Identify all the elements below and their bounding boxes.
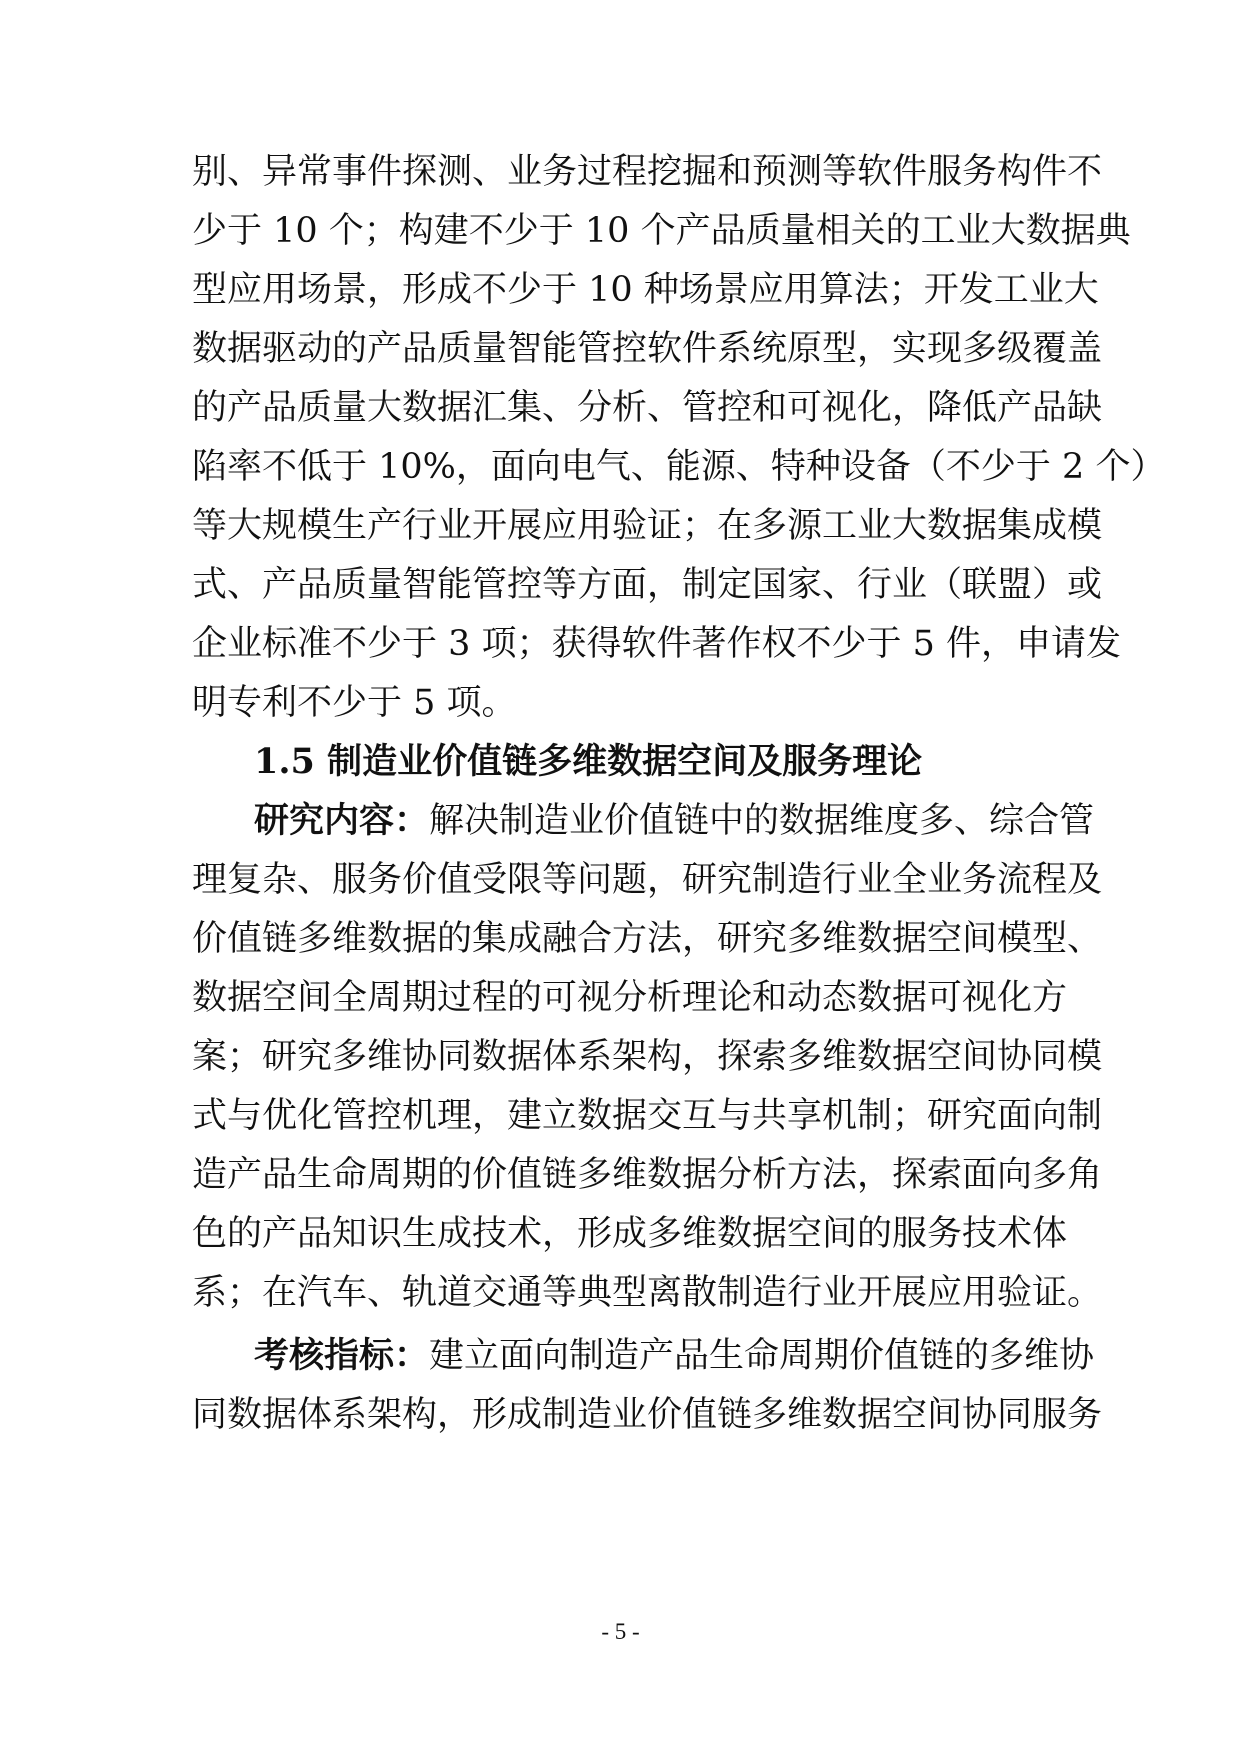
body-text-line: 数据空间全周期过程的可视分析理论和动态数据可视化方: [192, 978, 1068, 1018]
body-text-line: 式、产品质量智能管控等方面，制定国家、行业（联盟）或: [192, 565, 1103, 605]
body-text-line: 造产品生命周期的价值链多维数据分析方法，探索面向多角: [192, 1155, 1103, 1195]
body-text-line: 式与优化管控机理，建立数据交互与共享机制；研究面向制: [192, 1096, 1103, 1136]
body-text-line: 别、异常事件探测、业务过程挖掘和预测等软件服务构件不: [192, 152, 1103, 192]
body-text-line: 色的产品知识生成技术，形成多维数据空间的服务技术体: [192, 1214, 1068, 1254]
body-text-line: 陷率不低于 10%，面向电气、能源、特种设备（不少于 2 个）: [192, 447, 1166, 487]
section-heading: 1.5 制造业价值链多维数据空间及服务理论: [254, 741, 923, 782]
assessment-text: 建立面向制造产品生命周期价值链的多维协: [429, 1336, 1095, 1376]
page-number: - 5 -: [601, 1619, 640, 1644]
research-content-text: 解决制造业价值链中的数据维度多、综合管: [429, 801, 1095, 841]
assessment-label: 考核指标：: [254, 1335, 430, 1376]
body-text-line: 的产品质量大数据汇集、分析、管控和可视化，降低产品缺: [192, 388, 1103, 428]
research-content-label: 研究内容：: [254, 800, 430, 841]
body-text-line: 少于 10 个；构建不少于 10 个产品质量相关的工业大数据典: [192, 211, 1131, 251]
body-text-line: 明专利不少于 5 项。: [192, 683, 517, 723]
body-text-line: 企业标准不少于 3 项；获得软件著作权不少于 5 件，申请发: [192, 624, 1122, 664]
body-text-line: 系；在汽车、轨道交通等典型离散制造行业开展应用验证。: [192, 1273, 1103, 1313]
research-content-first-line: [254, 792, 1095, 850]
body-text-line: 案；研究多维协同数据体系架构，探索多维数据空间协同模: [192, 1037, 1103, 1077]
body-text-line: 同数据体系架构，形成制造业价值链多维数据空间协同服务: [192, 1395, 1103, 1435]
body-text-line: 型应用场景，形成不少于 10 种场景应用算法；开发工业大: [192, 270, 1099, 310]
body-text-line: 数据驱动的产品质量智能管控软件系统原型，实现多级覆盖: [192, 329, 1103, 369]
body-text-line: 理复杂、服务价值受限等问题，研究制造行业全业务流程及: [192, 860, 1103, 900]
body-text-line: 价值链多维数据的集成融合方法，研究多维数据空间模型、: [192, 919, 1103, 959]
assessment-first-line: [254, 1327, 1095, 1385]
body-text-line: 等大规模生产行业开展应用验证；在多源工业大数据集成模: [192, 506, 1103, 546]
